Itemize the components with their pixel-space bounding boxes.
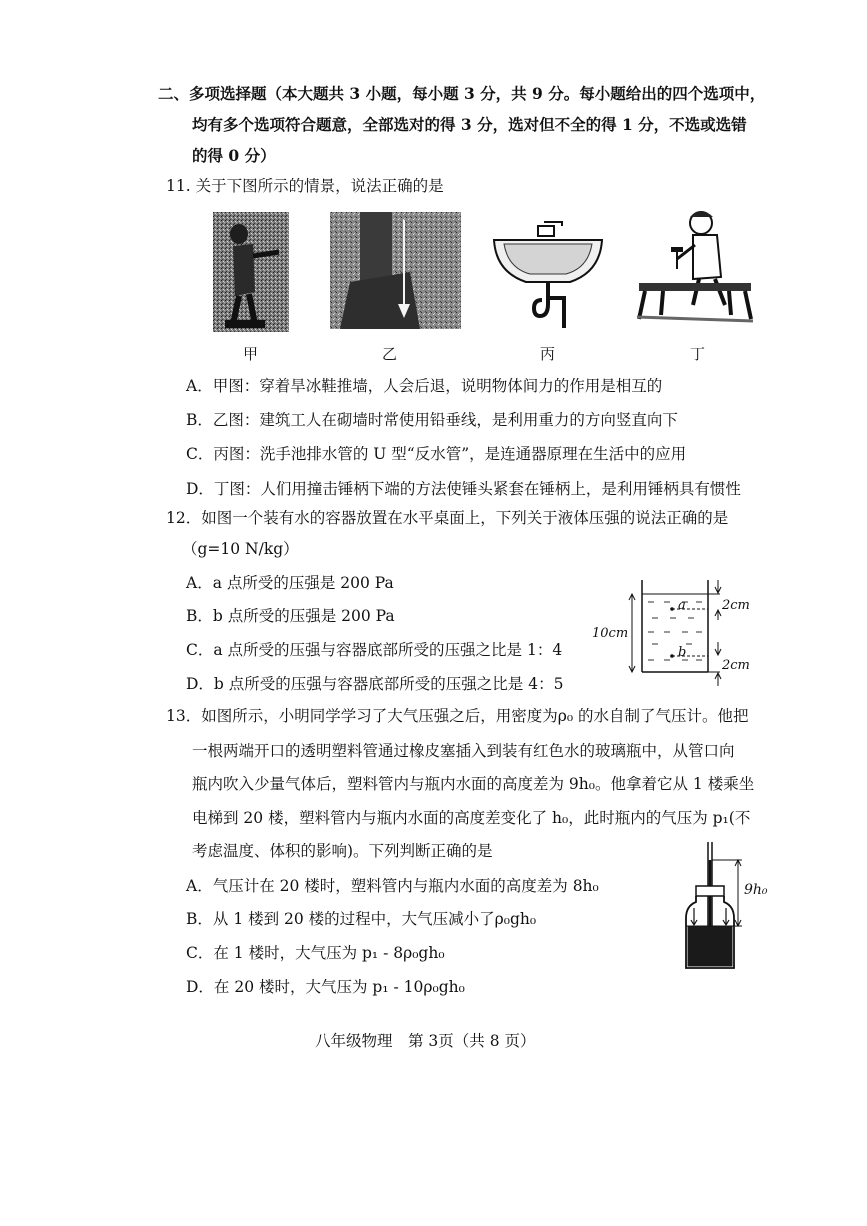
q13-option-d: D．在 20 楼时，大气压为 p₁ - 10ρ₀gh₀ [186, 978, 465, 996]
q12-height-label: 10cm [592, 626, 629, 641]
q11-option-d: D．丁图：人们用撞击锤柄下端的方法使锤头紧套在锤柄上，是利用锤柄具有惯性 [186, 480, 741, 498]
figure-label-ding: 丁 [690, 345, 706, 363]
q13-option-c: C．在 1 楼时，大气压为 p₁ - 8ρ₀gh₀ [186, 944, 445, 962]
page-footer: 八年级物理 第 3页（共 8 页） [315, 1032, 536, 1050]
q11-option-b: B．乙图：建筑工人在砌墙时常使用铅垂线，是利用重力的方向竖直向下 [186, 411, 678, 429]
q12-top-gap-label: 2cm [722, 598, 750, 613]
section-title-line2: 均有多个选项符合题意，全部选对的得 3 分，选对但不全的得 1 分，不选或选错 [192, 115, 747, 134]
figure-label-jia: 甲 [243, 345, 259, 363]
q13-stem-line5: 考虑温度、体积的影响)。下列判断正确的是 [192, 842, 493, 860]
figure-label-yi: 乙 [382, 345, 398, 363]
q13-option-a: A．气压计在 20 楼时，塑料管内与瓶内水面的高度差为 8h₀ [186, 877, 599, 895]
q12-point-a-label: a [678, 598, 686, 613]
figure-label-bing: 丙 [540, 345, 556, 363]
q12-option-a: A．a 点所受的压强是 200 Pa [186, 574, 394, 592]
q13-stem-line2: 一根两端开口的透明塑料管通过橡皮塞插入到装有红色水的玻璃瓶中，从管口向 [192, 742, 735, 760]
q12-option-d: D．b 点所受的压强与容器底部所受的压强之比是 4：5 [186, 675, 564, 693]
q12-option-b: B．b 点所受的压强是 200 Pa [186, 607, 395, 625]
q11-option-c: C．丙图：洗手池排水管的 U 型“反水管”，是连通器原理在生活中的应用 [186, 445, 687, 463]
q13-stem-line3: 瓶内吹入少量气体后，塑料管内与瓶内水面的高度差为 9h₀。他拿着它从 1 楼乘坐 [192, 775, 755, 793]
q11-stem: 11. 关于下图所示的情景，说法正确的是 [166, 177, 444, 195]
figure-yi-photo [330, 212, 461, 329]
q12-point-b-label: b [678, 645, 687, 660]
q12-stem: 12．如图一个装有水的容器放置在水平桌面上，下列关于液体压强的说法正确的是 [166, 509, 729, 527]
section-title-line3: 的得 0 分） [192, 146, 276, 165]
section-title: 二、多项选择题（本大题共 3 小题，每小题 3 分，共 9 分。每小题给出的四个选项中， [158, 84, 766, 103]
q13-barometer-diagram [680, 842, 770, 972]
q12-bottom-gap-label: 2cm [722, 658, 750, 673]
q12-stem-note: （g=10 N/kg） [182, 540, 299, 558]
q11-option-a: A．甲图：穿着旱冰鞋推墙，人会后退，说明物体间力的作用是相互的 [186, 377, 663, 395]
figure-jia-photo [213, 212, 289, 332]
q13-height-label: 9h₀ [744, 882, 768, 898]
q13-stem-line1: 13．如图所示，小明同学学习了大气压强之后，用密度为ρ₀ 的水自制了气压计。他把 [166, 707, 749, 725]
figure-bing-sink [490, 212, 606, 332]
q13-stem-line4: 电梯到 20 楼，塑料管内与瓶内水面的高度差变化了 h₀，此时瓶内的气压为 p₁(不 [192, 809, 751, 827]
figure-ding-hammer [633, 205, 757, 331]
q12-option-c: C．a 点所受的压强与容器底部所受的压强之比是 1：4 [186, 641, 563, 659]
q13-option-b: B．从 1 楼到 20 楼的过程中，大气压减小了ρ₀gh₀ [186, 910, 537, 928]
